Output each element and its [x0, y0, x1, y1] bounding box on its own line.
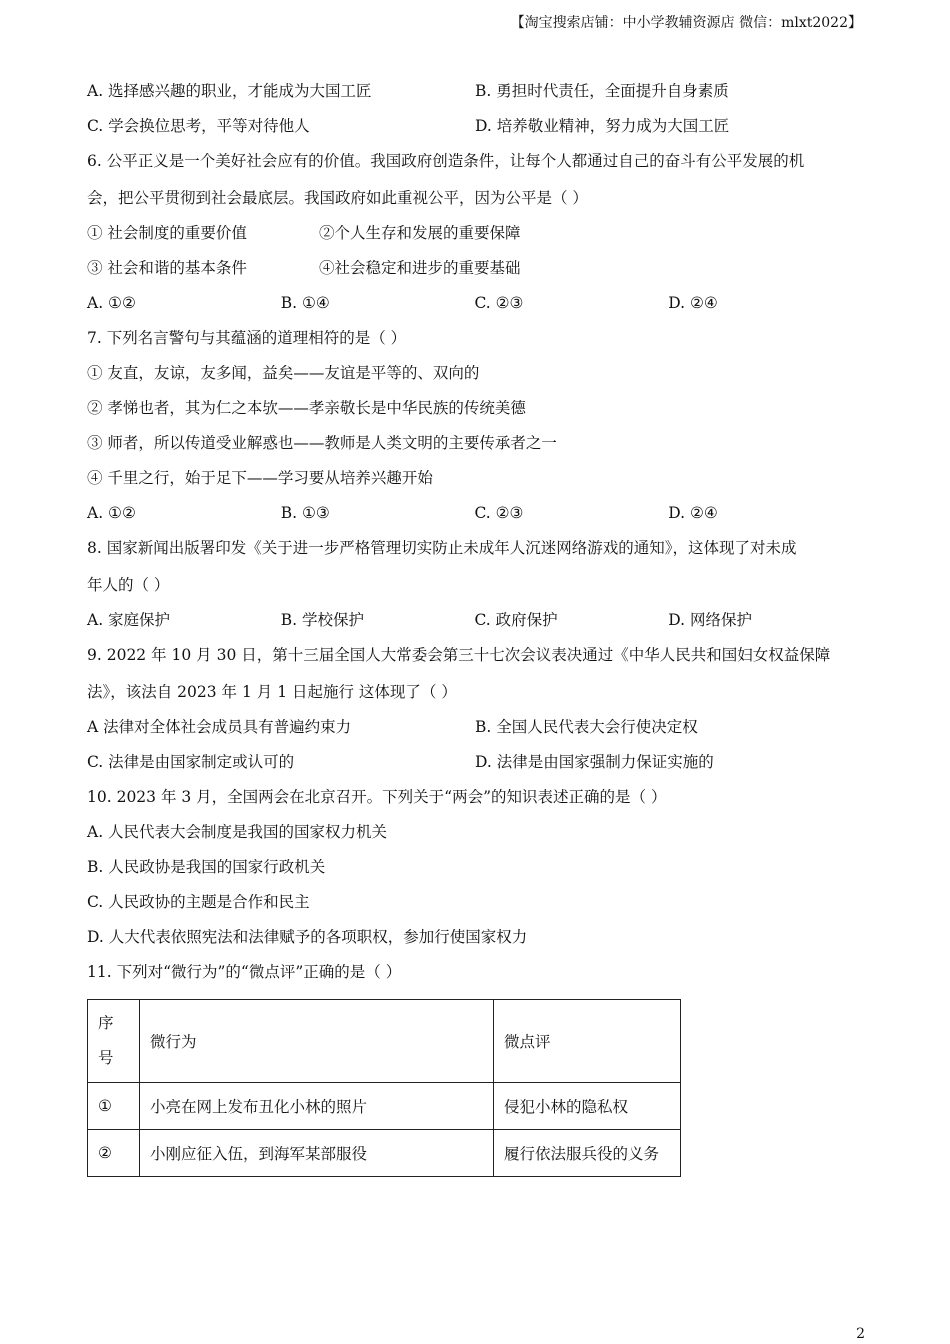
header-cell-no	[88, 1000, 140, 1083]
header-cell-behavior: 微行为	[140, 1000, 494, 1083]
q9-options-row-1	[87, 714, 862, 749]
header-cell-comment: 微点评	[494, 1000, 681, 1083]
q6-stem-line-2: 会，把公平贯彻到社会最底层。我国政府如此重视公平，因为公平是（ ）	[87, 189, 588, 207]
q7-statement-1: ① 友直，友谅，友多闻，益矣——友谊是平等的、双向的	[87, 364, 480, 382]
q9-option-d: D. 法律是由国家强制力保证实施的	[475, 753, 714, 771]
q10-stem: 10. 2023 年 3 月，全国两会在北京召开。下列关于“两会”的知识表述正确的是（ ）	[87, 788, 667, 806]
q8-stem-line-2: 年人的（ ）	[87, 576, 170, 594]
q8-option-a: A. 家庭保护	[87, 611, 171, 629]
q6-option-a: A. ①②	[87, 294, 136, 312]
row-number: ②	[88, 1130, 140, 1177]
q7-option-d: D. ②④	[668, 504, 718, 522]
q5-option-d: D. 培养敬业精神，努力成为大国工匠	[475, 117, 730, 135]
q6-statement-1: ① 社会制度的重要价值	[87, 224, 247, 242]
q9-stem-line-2: 法》，该法自 2023 年 1 月 1 日起施行 这体现了（ ）	[87, 683, 457, 701]
q8-option-c: C. 政府保护	[474, 611, 558, 629]
row-comment: 侵犯小林的隐私权	[494, 1083, 681, 1130]
page-number: 2	[856, 1326, 865, 1342]
q7-option-c: C. ②③	[474, 504, 524, 522]
q11-table	[87, 999, 681, 1177]
q6-statements-row-2	[87, 255, 862, 290]
row-behavior: 小刚应征入伍，到海军某部服役	[140, 1130, 494, 1177]
header-no-char-1: 序	[98, 1014, 114, 1032]
table-row	[88, 1130, 681, 1177]
page-header-watermark: 【淘宝搜索店铺：中小学教辅资源店 微信：mlxt2022】	[510, 15, 862, 31]
q6-option-b: B. ①④	[280, 294, 330, 312]
q6-statement-4: ④社会稳定和进步的重要基础	[319, 259, 521, 277]
header-no-char-2: 号	[98, 1049, 114, 1067]
q10-option-d: D. 人大代表依照宪法和法律赋予的各项职权，参加行使国家权力	[87, 928, 528, 946]
q5-option-c: C. 学会换位思考，平等对待他人	[87, 117, 310, 135]
q6-statement-2: ②个人生存和发展的重要保障	[319, 224, 521, 242]
q7-options	[87, 500, 862, 535]
q8-option-b: B. 学校保护	[280, 611, 364, 629]
row-behavior: 小亮在网上发布丑化小林的照片	[140, 1083, 494, 1130]
q10-option-b: B. 人民政协是我国的国家行政机关	[87, 858, 326, 876]
q6-option-d: D. ②④	[668, 294, 718, 312]
q5-option-a: A. 选择感兴趣的职业，才能成为大国工匠	[87, 82, 372, 100]
q5-options-row-2	[87, 113, 862, 148]
q6-options	[87, 290, 862, 325]
q7-stem: 7. 下列名言警句与其蕴涵的道理相符的是（ ）	[87, 329, 407, 347]
q7-option-b: B. ①③	[280, 504, 330, 522]
q6-option-c: C. ②③	[474, 294, 524, 312]
q6-stem-line-1: 6. 公平正义是一个美好社会应有的价值。我国政府创造条件，让每个人都通过自己的奋斗有公平发展的机	[87, 152, 805, 170]
row-comment: 履行依法服兵役的义务	[494, 1130, 681, 1177]
question-content	[87, 78, 862, 1177]
q7-option-a: A. ①②	[87, 504, 136, 522]
q8-options	[87, 607, 862, 642]
q10-option-c: C. 人民政协的主题是合作和民主	[87, 893, 310, 911]
q7-statement-3: ③ 师者，所以传道受业解惑也——教师是人类文明的主要传承者之一	[87, 434, 557, 452]
table-header-row	[88, 1000, 681, 1083]
q9-option-c: C. 法律是由国家制定或认可的	[87, 753, 295, 771]
row-number: ①	[88, 1083, 140, 1130]
q5-options-row-1	[87, 78, 862, 113]
q6-statements-row-1	[87, 220, 862, 255]
q7-statement-4: ④ 千里之行，始于足下——学习要从培养兴趣开始	[87, 469, 433, 487]
q6-statement-3: ③ 社会和谐的基本条件	[87, 259, 247, 277]
q10-option-a: A. 人民代表大会制度是我国的国家权力机关	[87, 823, 388, 841]
q9-options-row-2	[87, 749, 862, 784]
q5-option-b: B. 勇担时代责任，全面提升自身素质	[475, 82, 729, 100]
q11-stem: 11. 下列对“微行为”的“微点评”正确的是（ ）	[87, 963, 402, 981]
q9-option-b: B. 全国人民代表大会行使决定权	[475, 718, 698, 736]
q8-stem-line-1: 8. 国家新闻出版署印发《关于进一步严格管理切实防止未成年人沉迷网络游戏的通知》，这体现了对未成	[87, 539, 797, 557]
table-row	[88, 1083, 681, 1130]
q7-statement-2: ② 孝悌也者，其为仁之本欤——孝亲敬长是中华民族的传统美德	[87, 399, 526, 417]
q8-option-d: D. 网络保护	[668, 611, 752, 629]
q9-option-a: A 法律对全体社会成员具有普遍约束力	[87, 718, 352, 736]
q9-stem-line-1: 9. 2022 年 10 月 30 日，第十三届全国人大常委会第三十七次会议表决通过《中华人民共和国妇女权益保障	[87, 646, 831, 664]
